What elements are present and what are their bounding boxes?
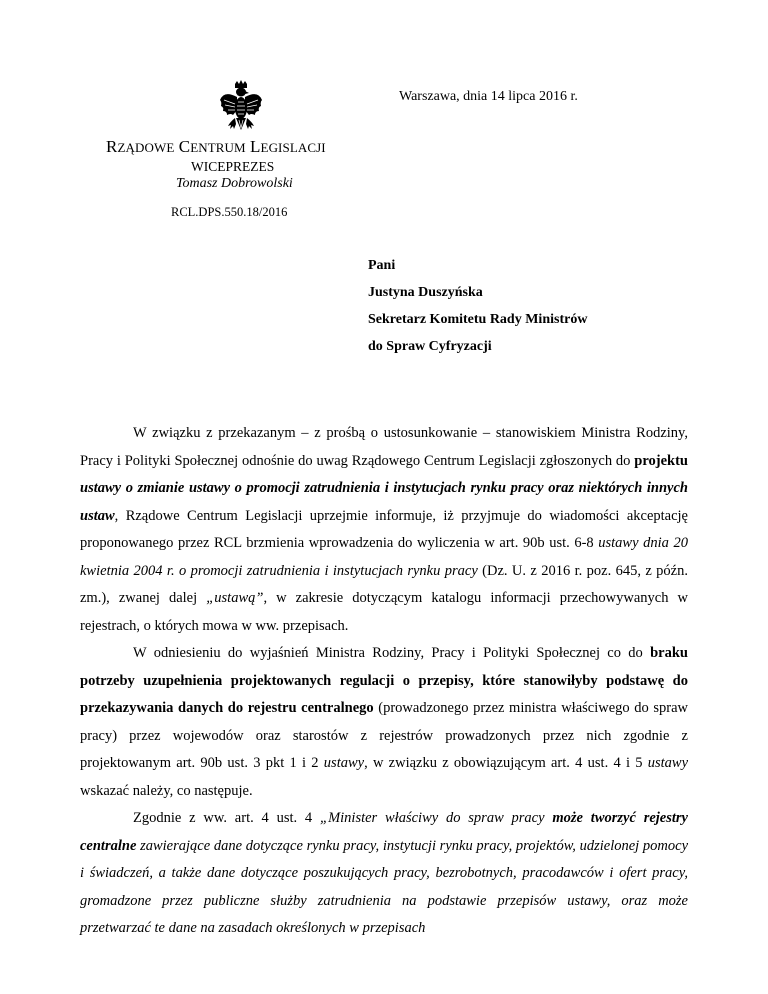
organization-name: RZĄDOWE CENTRUM LEGISLACJI [106, 137, 326, 156]
letter-date: Warszawa, dnia 14 lipca 2016 r. [399, 89, 578, 104]
reference-number: RCL.DPS.550.18/2016 [171, 205, 288, 219]
addressee-unit: do Spraw Cyfryzacji [368, 339, 492, 354]
addressee-salutation: Pani [368, 258, 396, 273]
sender-role: WICEPREZES [191, 159, 275, 174]
paragraph-2: W odniesieniu do wyjaśnień Ministra Rodziny, Pracy i Polityki Społecznej co do braku potrzeby uzupełnienia projektowanych regulacji o przepisy, które stanowiłyby podstawę do przekazywania danych do rejestru centralnego (prowadzonego przez ministra właściwego do spraw pracy) przez wojewodów oraz starostów z rejestrów prowadzonych przez nich zgodnie z projektowanym art. 90b ust. 3 pkt 1 i 2 ustawy, w związku z obowiązującym art. 4 ust. 4 i 5 ustawy wskazać należy, co następuje. [80, 645, 689, 799]
paragraph-3: Zgodnie z ww. art. 4 ust. 4 „Minister właściwy do spraw pracy może tworzyć rejestry centralne zawierające dane dotyczące rynku pracy, instytucji rynku pracy, projektów, udzielonej pomocy i świadczeń, a także dane dotyczące poszukujących pracy, bezrobotnych, pracodawców i ofert pracy, gromadzone przez publiczne służby zatrudnienia na podstawie przepisów ustawy, oraz może przetwarzać te dane na zasadach określonych w przepisach [80, 810, 688, 936]
addressee-title: Sekretarz Komitetu Rady Ministrów [368, 312, 588, 327]
letter-body [80, 420, 688, 943]
addressee-block [368, 252, 587, 360]
paragraph-1: W związku z przekazanym – z prośbą o ustosunkowanie – stanowiskiem Ministra Rodziny, Pracy i Polityki Społecznej odnośnie do uwag Rządowego Centrum Legislacji zgłoszonych do projektu ustawy o zmianie ustawy o promocji zatrudnienia i instytucjach rynku pracy oraz niektórych innych ustaw, Rządowe Centrum Legislacji uprzejmie informuje, iż przyjmuje do wiadomości akceptację proponowanego przez RCL brzmienia wprowadzenia do wyliczenia w art. 90b ust. 6-8 ustawy dnia 20 kwietnia 2004 r. o promocji zatrudnienia i instytucjach rynku pracy (Dz. U. z 2016 r. poz. 645, z późn. zm.), zwanej dalej „ustawą”, w zakresie dotyczącym katalogu informacji przechowywanych w rejestrach, o których mowa w ww. przepisach. [80, 425, 689, 634]
sender-name: Tomasz Dobrowolski [176, 176, 293, 191]
polish-eagle-emblem-icon [218, 80, 264, 136]
addressee-name: Justyna Duszyńska [368, 285, 483, 300]
